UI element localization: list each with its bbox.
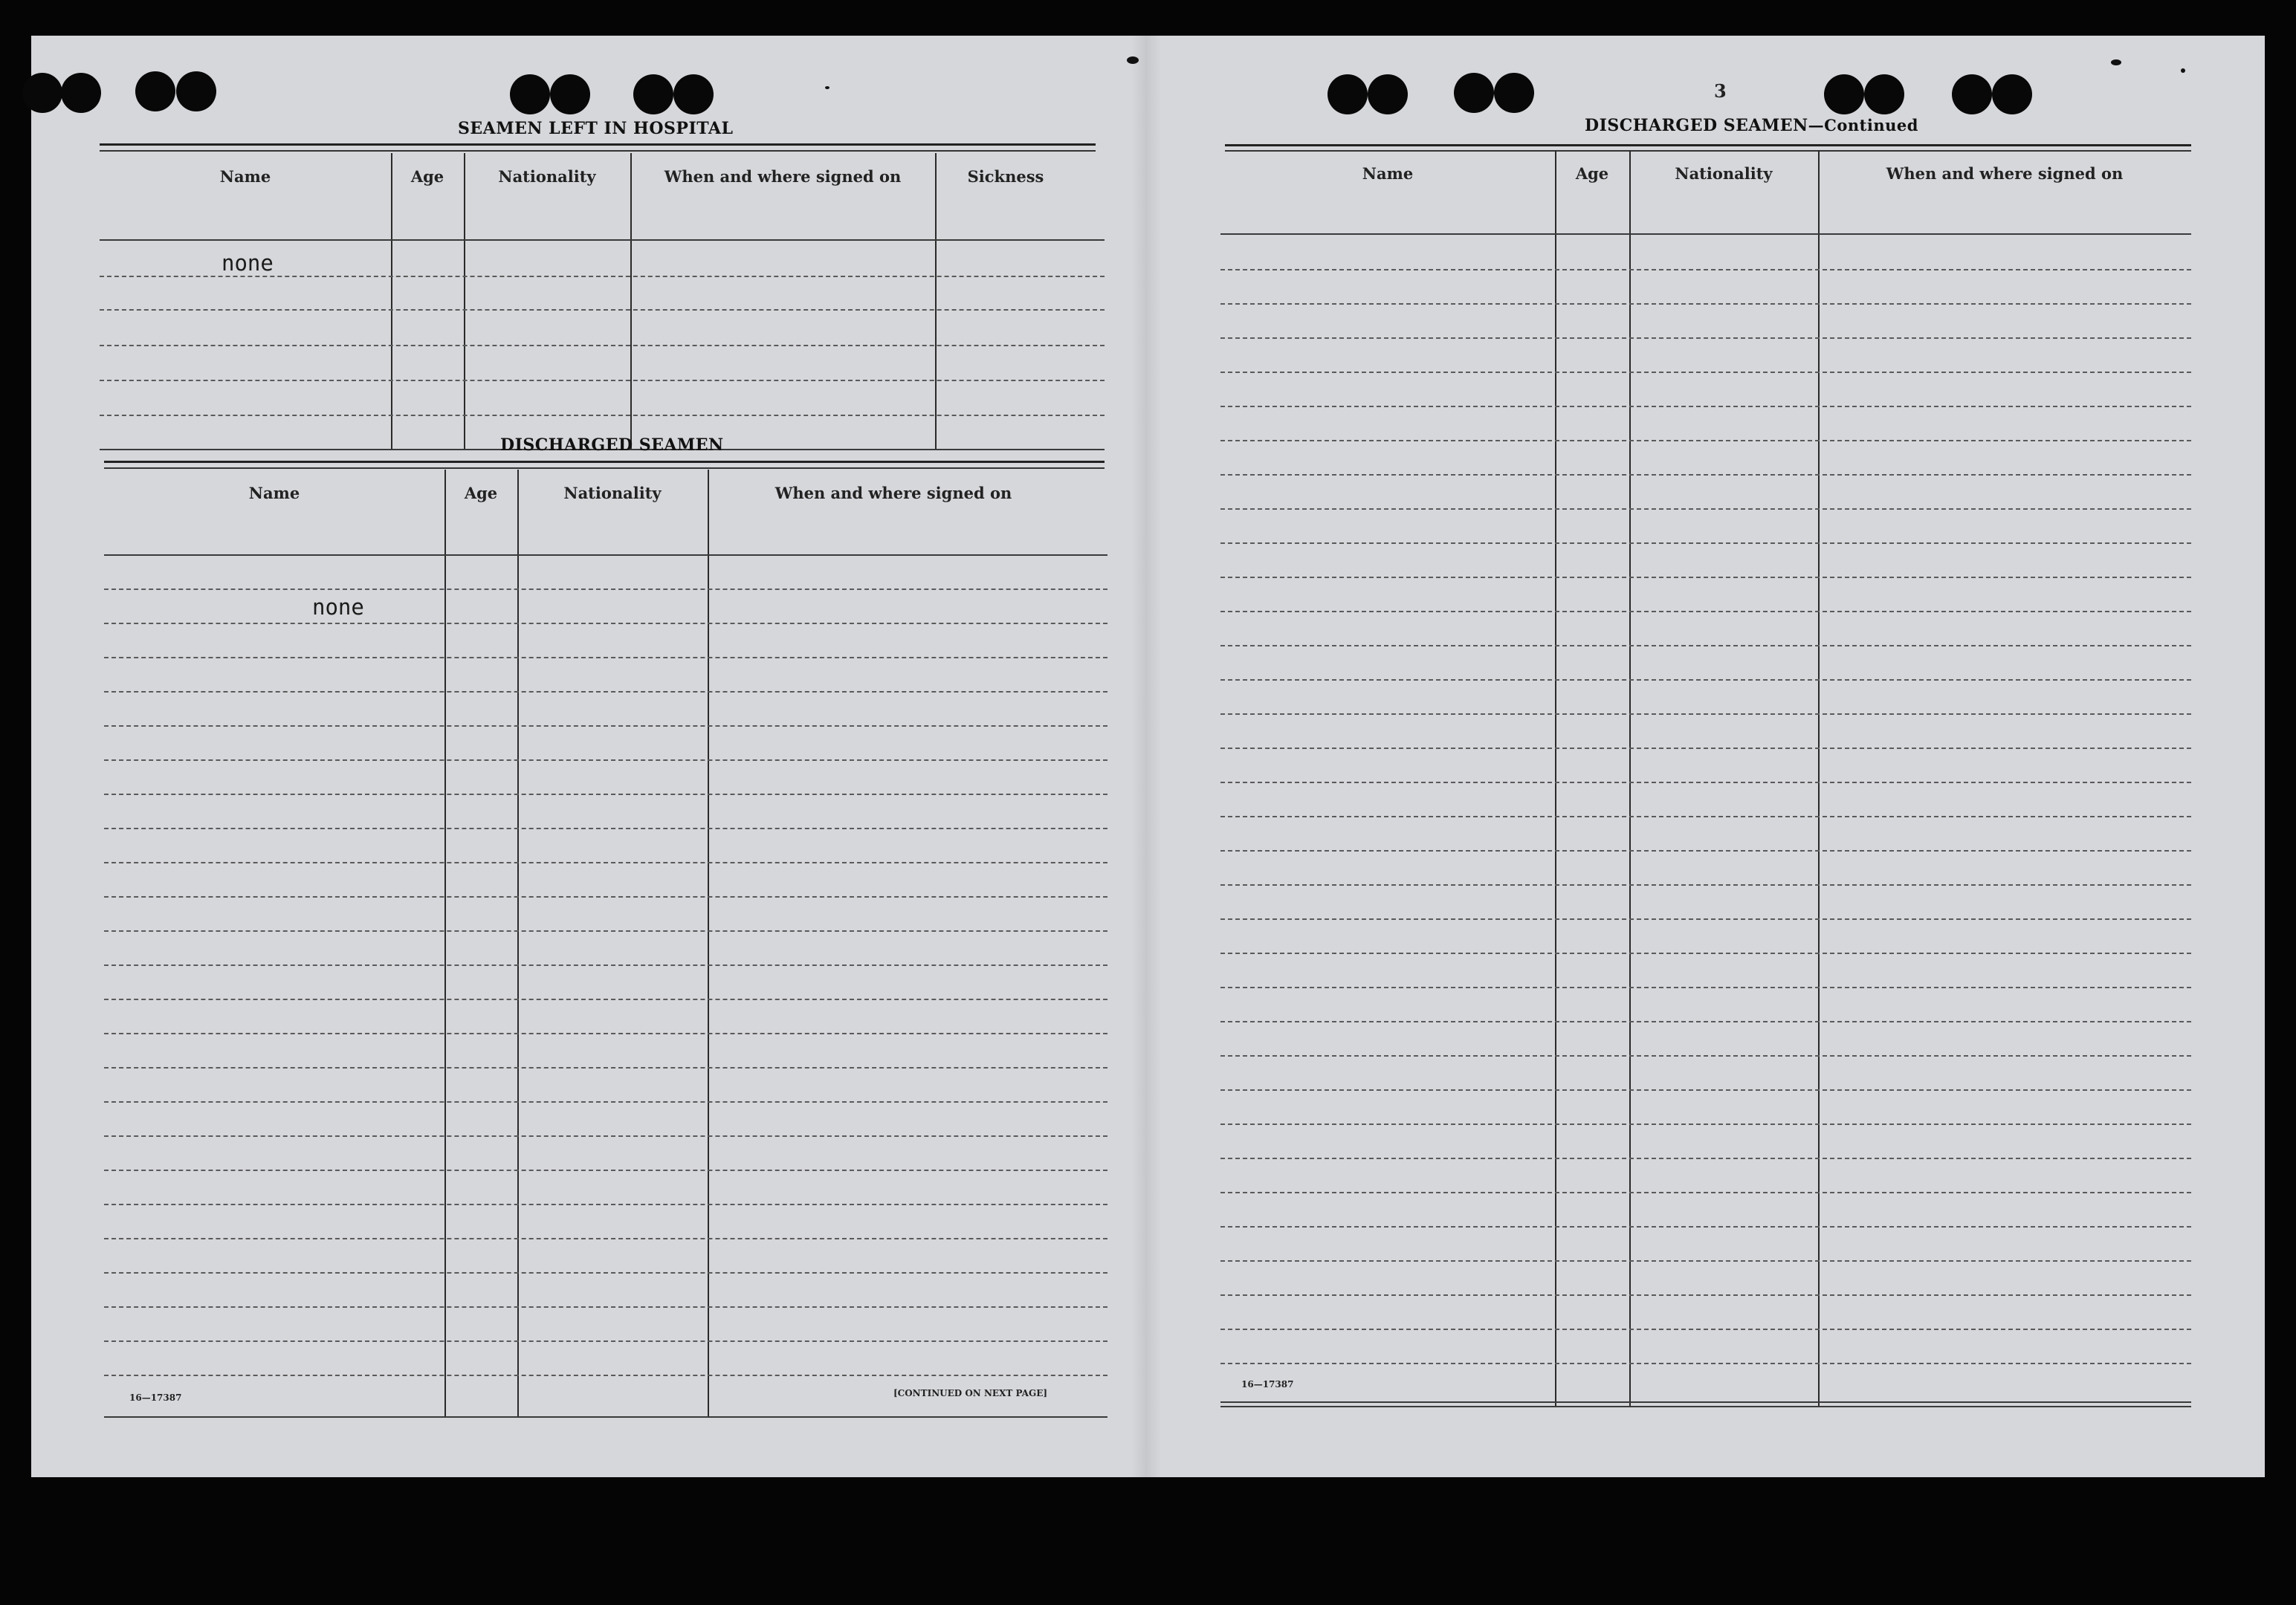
row-line	[100, 345, 1105, 346]
row-line	[1220, 440, 2191, 441]
column-divider	[517, 470, 519, 1418]
row-line	[104, 725, 1107, 727]
row-line	[104, 1238, 1107, 1239]
punch-hole	[1952, 74, 1992, 114]
row-line	[104, 1170, 1107, 1171]
row-line	[104, 1272, 1107, 1274]
column-header-age: Age	[410, 166, 444, 186]
header-underline	[100, 239, 1105, 241]
punch-hole	[1864, 74, 1904, 114]
punch-hole	[550, 74, 590, 114]
punch-hole	[1992, 74, 2032, 114]
row-line	[104, 691, 1107, 693]
left-page	[31, 36, 1146, 1477]
column-header-name: Name	[248, 483, 300, 502]
hospital-top-rule-2	[100, 150, 1096, 152]
punch-hole	[1824, 74, 1864, 114]
row-line	[1220, 337, 2191, 339]
ink-speck	[825, 86, 830, 89]
row-line	[1220, 713, 2191, 715]
row-line	[104, 1135, 1107, 1137]
row-line	[1220, 1363, 2191, 1364]
row-line	[100, 380, 1105, 381]
punch-hole	[633, 74, 673, 114]
punch-hole	[1494, 73, 1534, 113]
column-header-nationality: Nationality	[563, 483, 662, 502]
hospital-section-title: SEAMEN LEFT IN HOSPITAL	[458, 119, 734, 138]
ink-speck	[2111, 59, 2121, 65]
column-header-name: Name	[1362, 163, 1414, 183]
row-line	[104, 794, 1107, 795]
row-line	[1220, 372, 2191, 373]
punch-hole	[1368, 74, 1408, 114]
row-line	[104, 588, 1107, 590]
ink-speck	[2181, 68, 2185, 73]
row-line	[1220, 1158, 2191, 1159]
row-line	[104, 623, 1107, 624]
punch-hole	[510, 74, 550, 114]
row-line	[104, 1204, 1107, 1205]
continued-note: [CONTINUED ON NEXT PAGE]	[893, 1388, 1048, 1398]
column-header-name: Name	[219, 166, 271, 186]
column-divider	[935, 153, 937, 450]
row-line	[1220, 611, 2191, 612]
right-page	[1146, 36, 2265, 1477]
row-line	[1220, 884, 2191, 886]
row-line	[1220, 748, 2191, 749]
row-line	[104, 759, 1107, 761]
column-header-sickness: Sickness	[967, 166, 1044, 186]
row-line	[104, 964, 1107, 966]
header-underline	[1220, 233, 2191, 235]
row-line	[1220, 1329, 2191, 1330]
column-header-signed-on: When and where signed on	[1886, 163, 2124, 183]
continued-top-rule	[1225, 144, 2191, 146]
row-line	[104, 930, 1107, 932]
row-line	[1220, 406, 2191, 407]
row-line	[1220, 542, 2191, 544]
discharged-continued-title	[1585, 116, 1918, 135]
row-line	[104, 657, 1107, 658]
row-line	[104, 1033, 1107, 1034]
row-line	[1220, 1226, 2191, 1228]
row-line	[1220, 1294, 2191, 1296]
row-line	[104, 828, 1107, 829]
discharged-section-title: DISCHARGED SEAMEN	[500, 435, 724, 455]
row-line	[1220, 953, 2191, 954]
column-header-signed-on: When and where signed on	[775, 483, 1012, 502]
row-line	[1220, 474, 2191, 476]
row-line	[100, 309, 1105, 311]
punch-hole	[22, 73, 62, 113]
column-header-nationality: Nationality	[1675, 163, 1773, 183]
column-divider	[391, 153, 392, 450]
column-header-nationality: Nationality	[498, 166, 596, 186]
table-bottom-rule	[1220, 1401, 2191, 1403]
discharged-continued-title-main: DISCHARGED SEAMEN	[1585, 116, 1808, 135]
punch-hole	[673, 74, 714, 114]
row-line	[1220, 508, 2191, 510]
row-line	[1220, 1192, 2191, 1193]
row-line	[104, 999, 1107, 1000]
header-underline	[104, 554, 1107, 556]
column-divider	[444, 470, 446, 1418]
row-line	[1220, 577, 2191, 578]
table-bottom-rule	[104, 1416, 1107, 1418]
discharged-continued-title-suffix: —Continued	[1808, 116, 1918, 134]
row-line	[100, 415, 1105, 416]
discharged-table	[104, 470, 1107, 1418]
hospital-entry-none: none	[221, 250, 274, 276]
row-line	[1220, 850, 2191, 852]
ink-speck	[1127, 56, 1139, 64]
hospital-top-rule	[100, 143, 1096, 146]
discharged-top-rule-2	[104, 467, 1105, 469]
row-line	[104, 1101, 1107, 1103]
form-number: 16—17387	[129, 1392, 182, 1403]
discharged-top-rule	[104, 461, 1105, 463]
row-line	[104, 896, 1107, 898]
ledger-spread	[31, 36, 2265, 1477]
row-line	[1220, 303, 2191, 305]
row-line	[104, 1067, 1107, 1069]
row-line	[1220, 987, 2191, 988]
row-line	[104, 862, 1107, 863]
form-number: 16—17387	[1241, 1379, 1294, 1390]
row-line	[1220, 679, 2191, 681]
row-line	[1220, 1021, 2191, 1022]
discharged-continued-table	[1220, 150, 2191, 1407]
punch-hole	[1454, 73, 1494, 113]
column-divider	[464, 153, 465, 450]
page-number: 3	[1714, 80, 1727, 102]
discharged-entry-none: none	[312, 594, 364, 620]
row-line	[1220, 269, 2191, 270]
hospital-table	[100, 153, 1105, 450]
column-header-age: Age	[1575, 163, 1609, 183]
row-line	[1220, 1124, 2191, 1125]
punch-hole	[135, 71, 175, 111]
row-line	[104, 1306, 1107, 1308]
row-line	[1220, 1089, 2191, 1091]
punch-hole	[1328, 74, 1368, 114]
row-line	[1220, 918, 2191, 920]
row-line	[104, 1340, 1107, 1342]
punch-hole	[176, 71, 216, 111]
column-header-signed-on: When and where signed on	[664, 166, 902, 186]
column-header-age: Age	[464, 483, 498, 502]
column-divider	[708, 470, 709, 1418]
column-divider	[630, 153, 632, 450]
row-line	[104, 1375, 1107, 1376]
row-line	[1220, 782, 2191, 783]
row-line	[100, 276, 1105, 277]
row-line	[1220, 816, 2191, 817]
row-line	[1220, 1055, 2191, 1057]
row-line	[1220, 1260, 2191, 1262]
row-line	[1220, 645, 2191, 646]
table-bottom-rule-2	[1220, 1406, 2191, 1407]
punch-hole	[61, 73, 101, 113]
